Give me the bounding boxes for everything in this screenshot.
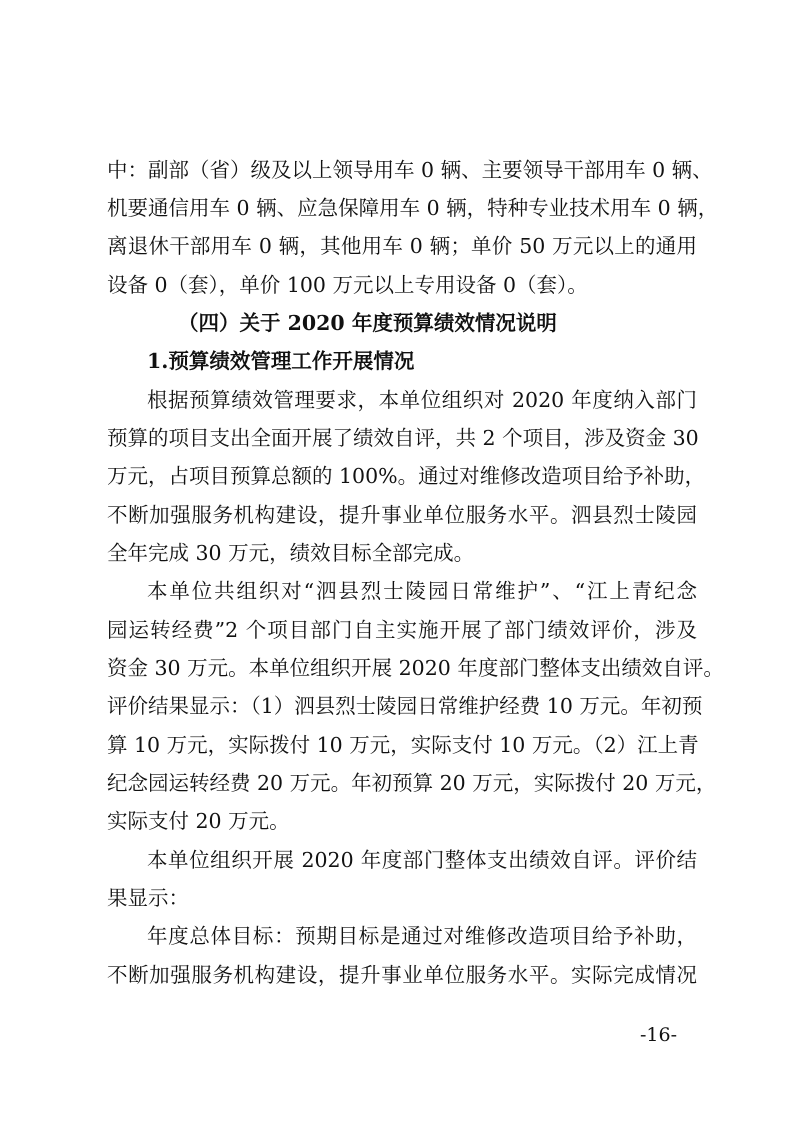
paragraph-first-line: 本单位组织开展 2020 年度部门整体支出绩效自评。评价结 [147, 848, 697, 872]
page-number: -16- [640, 1024, 678, 1046]
body-line: 果显示： [107, 886, 189, 910]
section-heading: （四）关于 2020 年度预算绩效情况说明 [178, 311, 557, 335]
body-line: 实际支付 20 万元。 [107, 809, 290, 833]
body-line: 预算的项目支出全面开展了绩效自评，共 2 个项目，涉及资金 30 [107, 426, 699, 450]
body-line: 全年完成 30 万元，绩效目标全部完成。 [107, 541, 475, 565]
paragraph-first-line: 年度总体目标：预期目标是通过对维修改造项目给予补助， [147, 924, 697, 948]
paragraph-first-line: 根据预算绩效管理要求，本单位组织对 2020 年度纳入部门 [147, 388, 697, 412]
body-line: 纪念园运转经费 20 万元。年初预算 20 万元，实际拨付 20 万元， [107, 771, 717, 795]
body-line: 机要通信用车 0 辆、应急保障用车 0 辆，特种专业技术用车 0 辆， [107, 196, 719, 220]
body-line: 园运转经费”2 个项目部门自主实施开展了部门绩效评价，涉及 [107, 618, 697, 642]
body-line: 离退休干部用车 0 辆，其他用车 0 辆；单价 50 万元以上的通用 [107, 234, 697, 258]
body-line: 资金 30 万元。本单位组织开展 2020 年度部门整体支出绩效自评。 [107, 656, 724, 680]
paragraph-first-line: 本单位共组织对“泗县烈士陵园日常维护”、“江上青纪念 [147, 579, 697, 603]
body-line: 中：副部（省）级及以上领导用车 0 辆、主要领导干部用车 0 辆、 [107, 158, 713, 182]
body-line: 不断加强服务机构建设，提升事业单位服务水平。泗县烈士陵园 [107, 503, 697, 527]
body-line: 设备 0（套），单价 100 万元以上专用设备 0（套）。 [107, 273, 588, 297]
body-line: 评价结果显示：（1）泗县烈士陵园日常维护经费 10 万元。年初预 [107, 694, 703, 718]
body-line: 算 10 万元，实际拨付 10 万元，实际支付 10 万元。（2）江上青 [107, 733, 699, 757]
body-line: 万元，占项目预算总额的 100%。通过对维修改造项目给予补助， [107, 464, 706, 488]
body-line: 不断加强服务机构建设，提升事业单位服务水平。实际完成情况 [107, 963, 697, 987]
subsection-heading: 1.预算绩效管理工作开展情况 [147, 349, 415, 373]
